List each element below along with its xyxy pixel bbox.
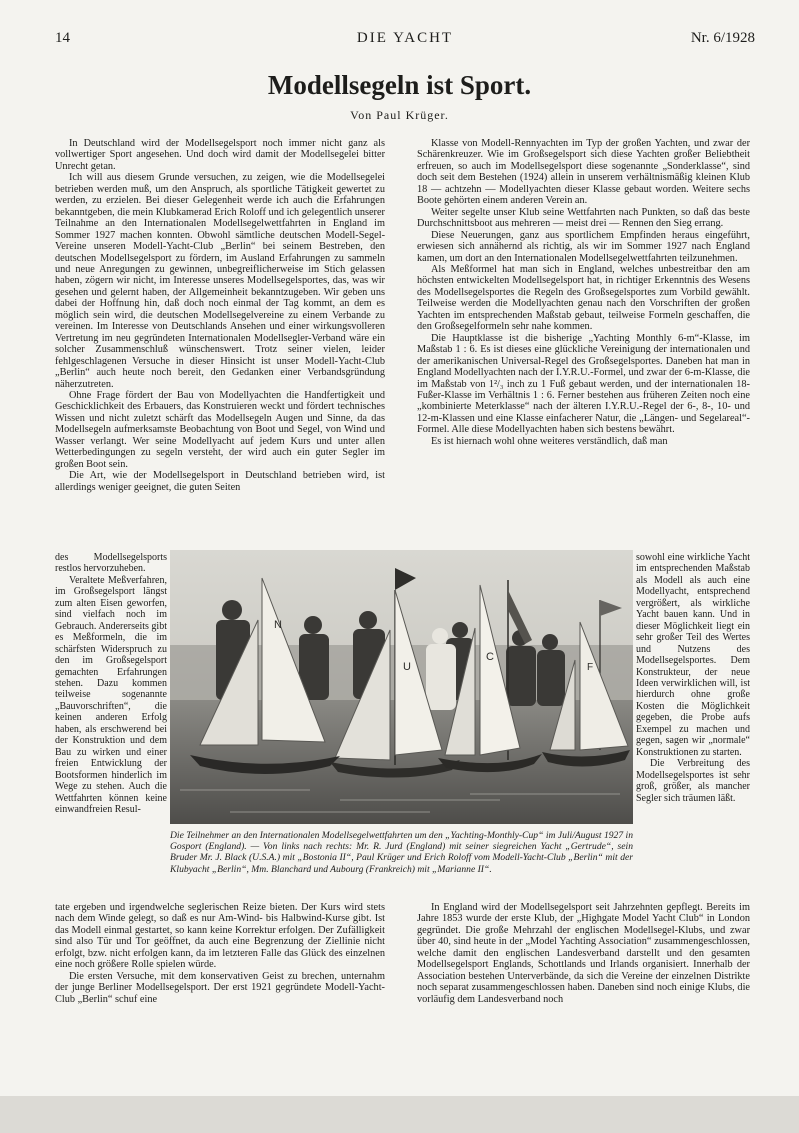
issue-number: Nr. 6/1928 xyxy=(690,30,755,46)
paragraph: Veraltete Meßverfahren, im Großsegelsport längst zum alten Eisen geworfen, sind vielfach noch im Gebrauch. Andererseits gibt es Meßformeln, die im schärfsten Widerspruch zu den im Großsegelsport gemachten Erfahrungen stehen. Dazu kommen teilweise sogenannte „Bauvorschriften“, die keinen anderen Erfolg haben, als erschwerend bei der Konstruktion und dem Bau zu wirken und einer freien Entwicklung der Bootsformen hinderlich im Wege zu stehen. Auch die Wettfahrten können keine einwandfreien Resul- xyxy=(55,574,167,815)
right-narrow-column xyxy=(636,552,750,902)
sail-mark: F xyxy=(587,662,594,673)
article-byline: Von Paul Krüger. xyxy=(350,108,449,122)
paragraph: Ich will aus diesem Grunde versuchen, zu zeigen, wie die Modellsegelei betrieben werden muß, um den Anspruch, als sportliche Tätigkeit gewertet zu werden, zu erzielen. Bei dieser Gelegenheit werde ich auch die Erfahrungen bekanntgeben, die mein Klubkamerad Erich Roloff und ich gelegentlich unserer Teilnahme an den Internationalen Modellsegelwettfahrten in England im Sommer 1927 machen konnten. Obwohl sämtliche deutschen Modell-Segel-Vereine unseren Modell-Yacht-Club „Berlin“ bei seinem Bestreben, den deutschen Modellsegelsport zu fördern, im Ausland Erfahrungen zu sammeln und neue Anregungen zu gewinnen, unbegreiflicherweise im Stich gelassen haben, zögern wir nicht, im Interesse unseres Modellsegelsportes, das, was wir gesehen und gelernt haben, der Allgemeinheit bekanntzugeben. Wir geben uns dabei der Hoffnung hin, daß doch noch einmal der Tag kommt, an dem es möglich sein wird, die deutschen Modellsegelvereine zu einem Verbande zu vereinen. Im Interesse von Deutschlands Ansehen und einer wirkungsvolleren Vertretung im neu gegründeten Internationalen Modellsegler-Verband wäre ein solcher Zusammenschluß wünschenswert. Trotz seiner vielen, leider fehlgeschlagenen Versuche in dieser Hinsicht ist unser Modell-Yacht-Club „Berlin“ auch heute noch bereit, den Gedanken einer Verbandsgründung näherzutreten. xyxy=(55,172,385,390)
photo-caption: Die Teilnehmer an den Internationalen Modellsegelwettfahrten um den „Yachting-Monthly-Cup“ im Juli/August 1927 in Gosport (England). — Von links nach rechts: Mr. R. Jurd (England) mit seiner siegreichen Yacht „Gertrude“, sein Bruder Mr. J. Black (U.S.A.) mit „Bostonia II“, Paul Krüger und Erich Roloff vom Modell-Yacht-Club „Berlin“ mit der Klubyacht „Berlin“, Mm. Blanchard und Aubourg (Frankreich) mit „Marianne II“. xyxy=(170,830,633,875)
paragraph: In England wird der Modellsegelsport seit Jahrzehnten gepflegt. Bereits im Jahre 1853 wurde der erste Klub, der „Highgate Model Yacht Club“ in London gegründet. Die große Mehrzahl der englischen Modellsegel-Klubs, und zwar über 40, sind heute in der „Model Yachting Association“ zusammengeschlossen, welche damit den englischen Landesverband darstellt und den gesamten Modellsegelsport Englands, Schottlands und Irlands organisiert. Innerhalb der Association bestehen Unterverbände, da sich die Vereine der einzelnen Distrikte noch separat zusammengeschlossen haben. Daneben sind noch einige Klubs, die vorläufig dem Landesverband noch xyxy=(417,902,750,1005)
paragraph: Diese Neuerungen, ganz aus sportlichem Empfinden heraus eingeführt, erwiesen sich annähernd als richtig, als wir im Sommer 1927 nach England kamen, um dort an den Internationalen Modellsegelwettfahrten teilzunehmen. xyxy=(417,229,750,264)
paragraph: tate ergeben und irgendwelche seglerischen Reize bieten. Der Kurs wird stets nach dem Winde gelegt, so daß es nur Am-Wind- bis Halbwind-Kurse gibt. Ist das Modell einmal gestartet, so kann keine Korrektur erfolgen. Der Zufälligkeit sind also Tür und Tor geöffnet, da auch eine Begrenzung der Ziellinie nicht erfolgt, bzw. nicht erfolgen kann, da im letzteren Falle das Glück des einzelnen eine noch größere Rolle spielen würde. xyxy=(55,902,385,971)
sail-mark: N xyxy=(274,619,282,631)
left-column-bottom xyxy=(55,902,385,1072)
sail-mark: C xyxy=(486,651,494,663)
paragraph: Die Hauptklasse ist die bisherige „Yachting Monthly 6-m“-Klasse, im Maßstab 1 : 6. Es ist dieses eine glückliche Vereinigung der internationalen und der amerikanischen Universal-Regel des Großsegelsportes. Daneben hat man in England Modellyachten nach der I.Y.R.U.-Formel, und zwar der 6-m-Klasse, die im Maßstab von 1²/₃ inch zu 1 Fuß gebaut werden, und der internationalen 18-Fußer-Klasse im Verhältnis 1 : 6. Ferner bestehen aus früheren Zeiten noch eine „kombinierte Meterklasse“ nach der älteren I.Y.R.U.-Regel der 6-, 8-, 10- und 12-m-Klassen und eine Klasse einfacherer Natur, die „Längen- und Segelareal“-Formel. Alle diese Modellyachten haben sich bestens bewährt. xyxy=(417,332,750,436)
paragraph: des Modellsegelsports restlos hervorzuheben. xyxy=(55,552,167,575)
paragraph: Es ist hiernach wohl ohne weiteres verständlich, daß man xyxy=(431,435,668,447)
regatta-photo-image xyxy=(170,550,633,824)
sail-mark: U xyxy=(403,661,411,673)
regatta-photo xyxy=(170,550,633,824)
magazine-name: DIE YACHT xyxy=(356,30,454,46)
left-narrow-column xyxy=(55,552,167,902)
scan-bottom-margin xyxy=(0,1096,799,1133)
right-column-bottom xyxy=(417,902,750,1072)
paragraph: sowohl eine wirkliche Yacht im entsprechenden Maßstab als Modell als auch eine Modellyacht, entsprechend vergrößert, als wirkliche Yacht bauen kann. Und in dieser Möglichkeit liegt ein sehr großer Teil des Wertes und Nutzens des Modellsegelsportes. Dem Konstrukteur, der neue Ideen verwirklichen will, ist hierdurch ohne große Kosten die Möglichkeit gegeben, die Probe aufs Exempel zu machen und gegen, sagen wir „normale“ Konstruktionen zu starten. xyxy=(636,552,750,758)
page-number: 14 xyxy=(55,30,70,46)
paragraph: Die Art, wie der Modellsegelsport in Deutschland betrieben wird, ist allerdings weniger geeignet, die guten Seiten xyxy=(55,470,385,493)
paragraph: Die Verbreitung des Modellsegelsportes ist sehr groß, größer, als mancher Segler sich träumen läßt. xyxy=(636,758,750,804)
paragraph: In Deutschland wird der Modellsegelsport noch immer nicht ganz als vollwertiger Sport angesehen. Und doch wird damit der Modellsegelei bitter Unrecht getan. xyxy=(55,138,385,172)
paragraph: Klasse von Modell-Rennyachten im Typ der großen Yachten, und zwar der Schärenkreuzer. Wie im Großsegelsport sich diese Yachten großer Beliebtheit erfreuen, so auch im Modellsegelsport diese sogenannte „Sonderklasse“, sind doch seit dem Bestehen (1924) allein in unserem verhältnismäßig kleinen Klub 18 — achtzehn — Modellyachten dieser Klasse gebaut worden. Weitere sechs Boote gehörten einem anderen Verein an. xyxy=(417,138,750,207)
left-column-top xyxy=(55,138,385,550)
running-header xyxy=(55,30,755,48)
right-column-top xyxy=(417,138,750,550)
article-title: Modellsegeln ist Sport. xyxy=(267,70,532,100)
paragraph: Weiter segelte unser Klub seine Wettfahrten nach Punkten, so daß das beste Durchschnittsboot aus mehreren — meist drei — Rennen den Sieg errang. xyxy=(417,206,750,230)
paragraph: Die ersten Versuche, mit dem konservativen Geist zu brechen, unternahm der junge Berliner Modellsegelsport. Der erst 1921 gegründete Modell-Yacht-Club „Berlin“ schuf eine xyxy=(55,970,385,1005)
paragraph: Als Meßformel hat man sich in England, welches unbestreitbar den am höchsten entwickelten Modellsegelsport hat, in richtiger Erkenntnis des Wesens des Modellsegelsportes die Regeln des Großsegelsportes zum Vorbild gewählt. Teilweise werden die Modellyachten genau nach den Vorschriften der großen Yachten im entsprechenden Maßstab gebaut, teilweise Formeln geschaffen, die den Großsegelformeln sehr nahe kommen. xyxy=(417,263,750,333)
paragraph: Ohne Frage fördert der Bau von Modellyachten die Handfertigkeit und Geschicklichkeit des Erbauers, das Konstruieren weckt und fördert technisches Wissen und nicht zuletzt schärft das Modellsegeln Augen und Sinne, da das Modellsegeln aufmerksamste Beobachtung von Boot und Segel, von Wind und Wasser verlangt. Wer seine Modellyacht auf jedem Kurs und unter allen Wetterbedingungen zu segeln versteht, der wird auch ein guter Segler im großen Boot sein. xyxy=(55,389,385,470)
